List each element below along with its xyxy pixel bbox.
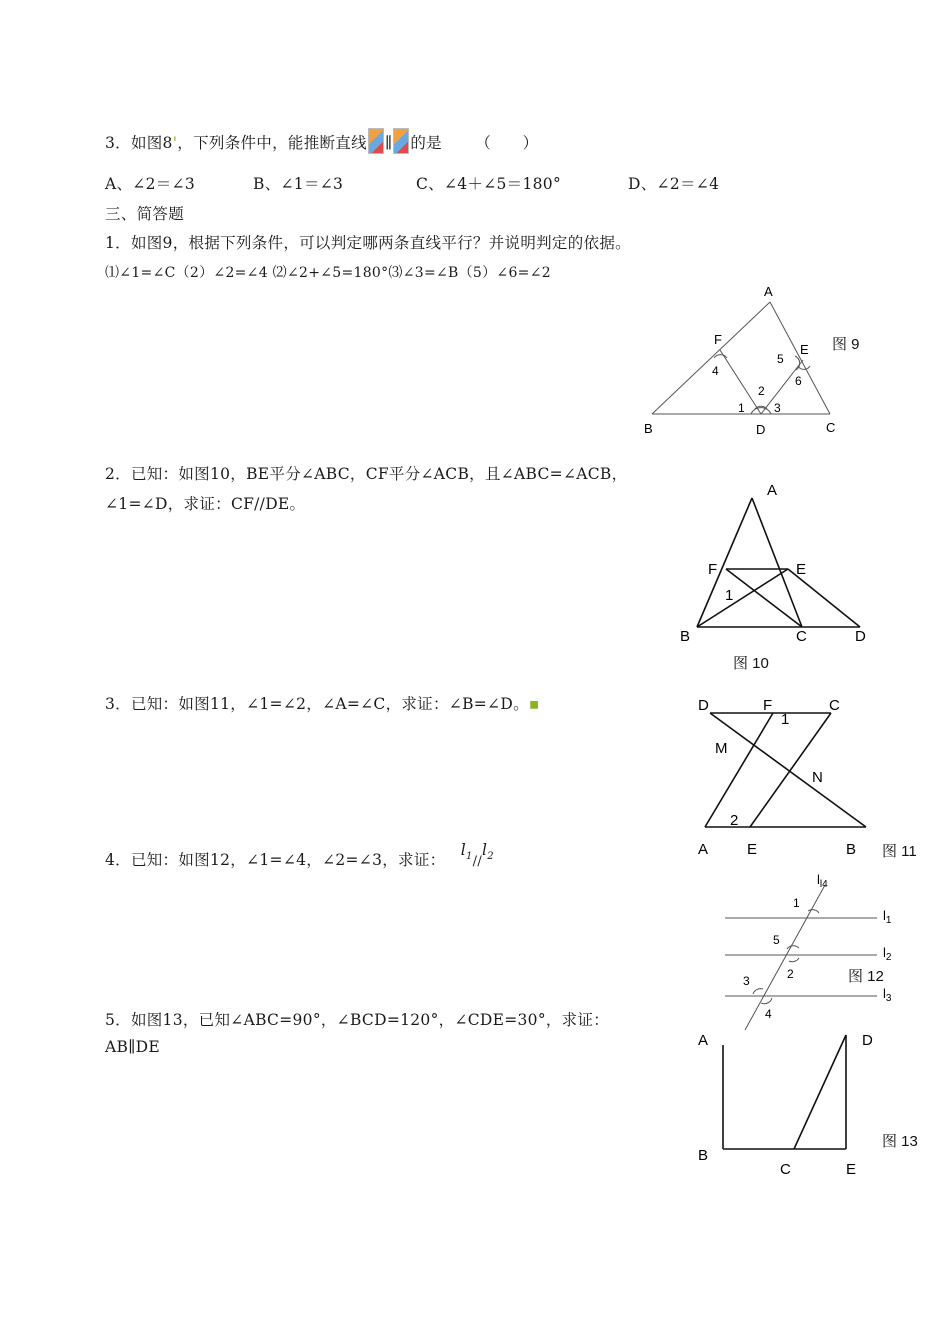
fig10-angle-1: 1	[725, 587, 734, 604]
fig12-angle-2: 2	[787, 967, 794, 981]
fig11-point-b: B	[846, 841, 857, 858]
problem-1-conditions: ⑴∠1=∠C（2）∠2=∠4 ⑵∠2+∠5=180°⑶∠3=∠B（5）∠6=∠2	[105, 265, 551, 281]
fig10-point-e: E	[796, 561, 807, 578]
figure-12	[715, 870, 915, 1035]
fig9-point-e: E	[800, 342, 809, 357]
fig9-angle-2: 2	[758, 384, 765, 398]
fig9-caption: 图 9	[832, 336, 860, 353]
line-a-image-icon	[368, 128, 384, 154]
fig11-point-m: M	[715, 740, 728, 757]
problem-2-line-2: ∠1=∠D，求证：CF//DE。	[105, 495, 306, 513]
line-l1: $l_1$	[460, 841, 473, 863]
fig11-point-f: F	[763, 697, 773, 714]
fig10-point-b: B	[680, 628, 691, 645]
fig9-point-c: C	[826, 420, 836, 435]
problem-2-line-1: 2．已知：如图10，BE平分∠ABC，CF平分∠ACB，且∠ABC=∠ACB，	[105, 465, 628, 483]
fig10-point-c: C	[796, 628, 807, 645]
fig12-caption: 图 12	[848, 968, 884, 985]
fig13-point-b: B	[698, 1147, 709, 1164]
fig11-angle-1: 1	[781, 711, 790, 728]
section-title: 三、简答题	[105, 205, 185, 223]
figure-9	[640, 282, 900, 442]
fig12-angle-5: 5	[773, 933, 780, 947]
problem-4: 4．已知：如图12，∠1=∠4，∠2=∠3，求证： $l_1//l_2$	[105, 841, 494, 869]
option-a: A、∠2＝∠3	[105, 175, 195, 193]
fig11-point-n: N	[812, 769, 823, 786]
fig9-point-d: D	[756, 422, 766, 437]
fig9-point-b: B	[644, 421, 653, 436]
figure-13	[693, 1025, 893, 1185]
fig10-point-d: D	[855, 628, 866, 645]
fig10-point-f: F	[708, 561, 718, 578]
fig9-angle-6: 6	[795, 374, 802, 388]
answer-bracket: （ ）	[475, 134, 539, 152]
fig9-angle-5: 5	[777, 352, 784, 366]
fig11-angle-2: 2	[730, 812, 739, 829]
problem-5-line-2: AB∥DE	[105, 1038, 160, 1056]
problem-5-line-1: 5．如图13，已知∠ABC=90°，∠BCD=120°，∠CDE=30°，求证：	[105, 1011, 610, 1029]
fig13-point-c: C	[780, 1161, 791, 1178]
fig12-line-l1: $l_1$	[883, 908, 892, 926]
option-d: D、∠2＝∠4	[628, 175, 720, 193]
fig10-point-a: A	[767, 482, 778, 499]
fig13-point-d: D	[862, 1032, 873, 1049]
fig9-point-f: F	[714, 332, 722, 347]
fig11-caption: 图 11	[882, 843, 917, 860]
figure-10	[680, 480, 880, 650]
fig9-point-a: A	[764, 284, 773, 299]
fig9-angle-4: 4	[712, 364, 719, 378]
fig10-caption: 图 10	[733, 655, 769, 672]
fig12-angle-1: 1	[793, 896, 800, 910]
fig9-angle-1: 1	[738, 401, 745, 415]
mc-question-3: 3．如图8'，下列条件中，能推断直线 ∥ 的是 （ ）	[105, 128, 538, 154]
problem-1: 1．如图9，根据下列条件，可以判定哪两条直线平行？并说明判定的依据。	[105, 234, 631, 252]
fig9-angle-3: 3	[774, 401, 781, 415]
option-b: B、∠1＝∠3	[253, 175, 344, 193]
option-c: C、∠4＋∠5＝180°	[416, 175, 561, 193]
figure-11	[693, 695, 883, 858]
fig13-point-e: E	[846, 1161, 857, 1178]
fig11-point-d: D	[698, 697, 709, 714]
fig13-point-a: A	[698, 1032, 709, 1049]
fig11-point-c: C	[829, 697, 840, 714]
fig12-line-l3: $l_3$	[883, 986, 892, 1004]
fig11-point-e: E	[747, 841, 758, 858]
fig12-line-l4: $l_{l4}$	[817, 872, 828, 890]
fig12-angle-4: 4	[765, 1007, 772, 1021]
fig12-angle-3: 3	[743, 974, 750, 988]
line-l2: $l_2$	[482, 841, 494, 863]
fig13-caption: 图 13	[882, 1133, 918, 1150]
fig12-line-l2: $l_2$	[883, 945, 892, 963]
fig11-point-a: A	[698, 841, 709, 858]
line-b-image-icon	[393, 128, 409, 154]
problem-3: 3．已知：如图11，∠1=∠2，∠A=∠C，求证：∠B=∠D。▪	[105, 695, 540, 713]
